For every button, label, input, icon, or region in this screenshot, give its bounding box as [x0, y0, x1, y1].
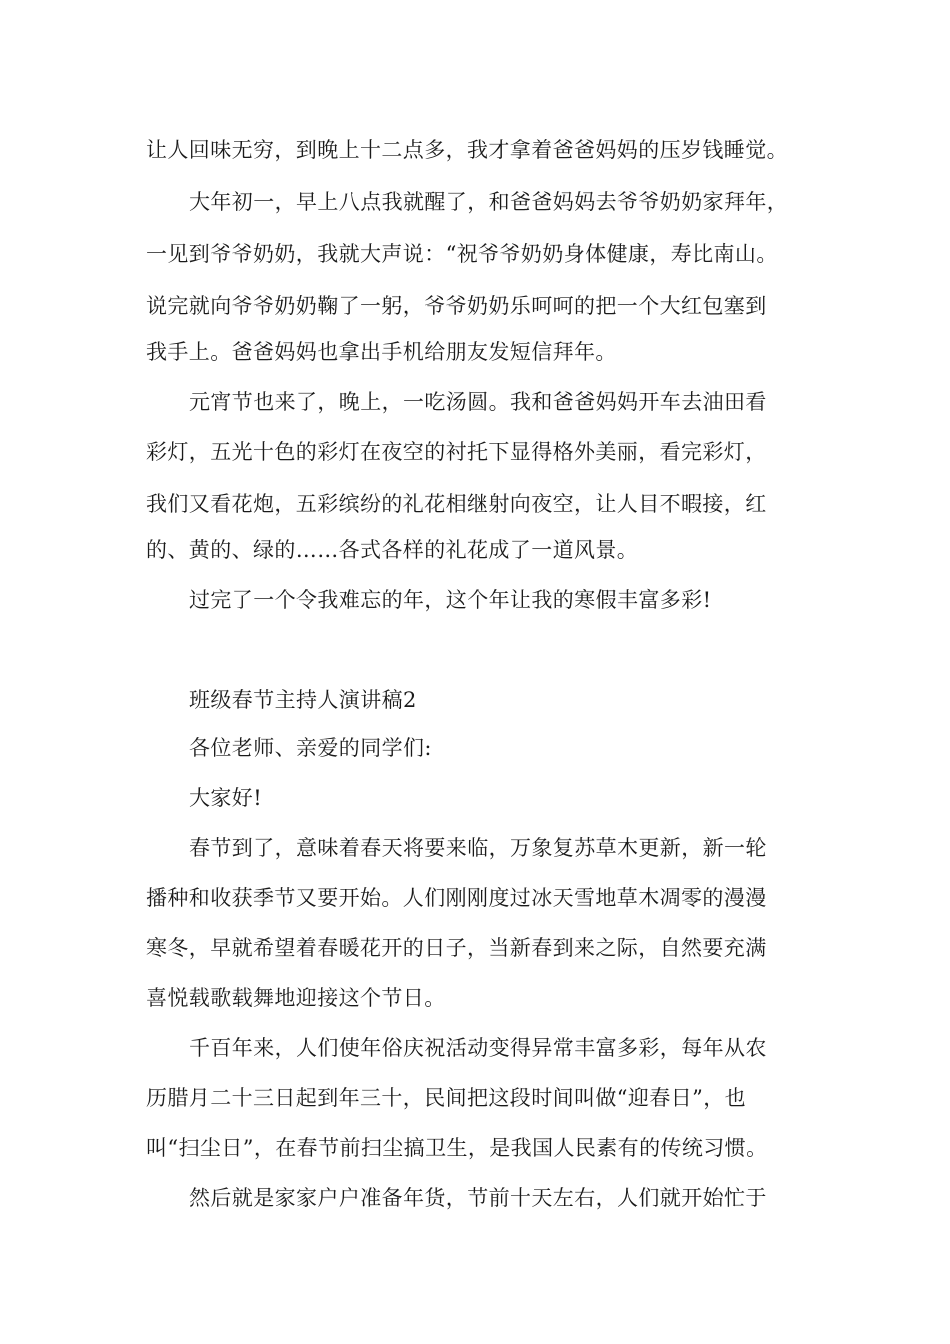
paragraph-line: 然后就是家家户户准备年货，节前十天左右，人们就开始忙于 [189, 1186, 767, 1210]
paragraph-line: 让人回味无穷，到晚上十二点多，我才拿着爸爸妈妈的压岁钱睡觉。 [146, 138, 788, 162]
paragraph-line: 过完了一个令我难忘的年，这个年让我的寒假丰富多彩! [189, 588, 712, 612]
paragraph-line: 历腊月二十三日起到年三十，民间把这段时间叫做“迎春日”，也 [146, 1086, 747, 1110]
greeting: 大家好! [189, 786, 263, 810]
salutation: 各位老师、亲爱的同学们: [189, 736, 432, 760]
paragraph-line: 彩灯，五光十色的彩灯在夜空的衬托下显得格外美丽，看完彩灯， [146, 440, 767, 464]
paragraph-line: 我手上。爸爸妈妈也拿出手机给朋友发短信拜年。 [146, 340, 617, 364]
paragraph-line: 一见到爷爷奶奶，我就大声说：“祝爷爷奶奶身体健康，寿比南山。 [146, 242, 778, 266]
paragraph-line: 我们又看花炮，五彩缤纷的礼花相继射向夜空，让人目不暇接，红 [146, 492, 767, 516]
paragraph-line: 元宵节也来了，晚上，一吃汤圆。我和爸爸妈妈开车去油田看 [189, 390, 767, 414]
paragraph-line: 大年初一，早上八点我就醒了，和爸爸妈妈去爷爷奶奶家拜年， [189, 190, 789, 214]
paragraph-line: 春节到了，意味着春天将要来临，万象复苏草木更新，新一轮 [189, 836, 767, 860]
paragraph-line: 喜悦载歌载舞地迎接这个节日。 [146, 986, 446, 1010]
section-title: 班级春节主持人演讲稿2 [189, 688, 417, 712]
paragraph-line: 播种和收获季节又要开始。人们刚刚度过冰天雪地草木凋零的漫漫 [146, 886, 767, 910]
paragraph-line: 说完就向爷爷奶奶鞠了一躬，爷爷奶奶乐呵呵的把一个大红包塞到 [146, 294, 767, 318]
paragraph-line: 千百年来，人们使年俗庆祝活动变得异常丰富多彩，每年从农 [189, 1036, 767, 1060]
paragraph-line: 寒冬，早就希望着春暖花开的日子，当新春到来之际，自然要充满 [146, 936, 767, 960]
paragraph-line: 的、黄的、绿的……各式各样的礼花成了一道风景。 [146, 538, 639, 562]
paragraph-line: 叫“扫尘日”，在春节前扫尘搞卫生，是我国人民素有的传统习惯。 [146, 1136, 768, 1160]
